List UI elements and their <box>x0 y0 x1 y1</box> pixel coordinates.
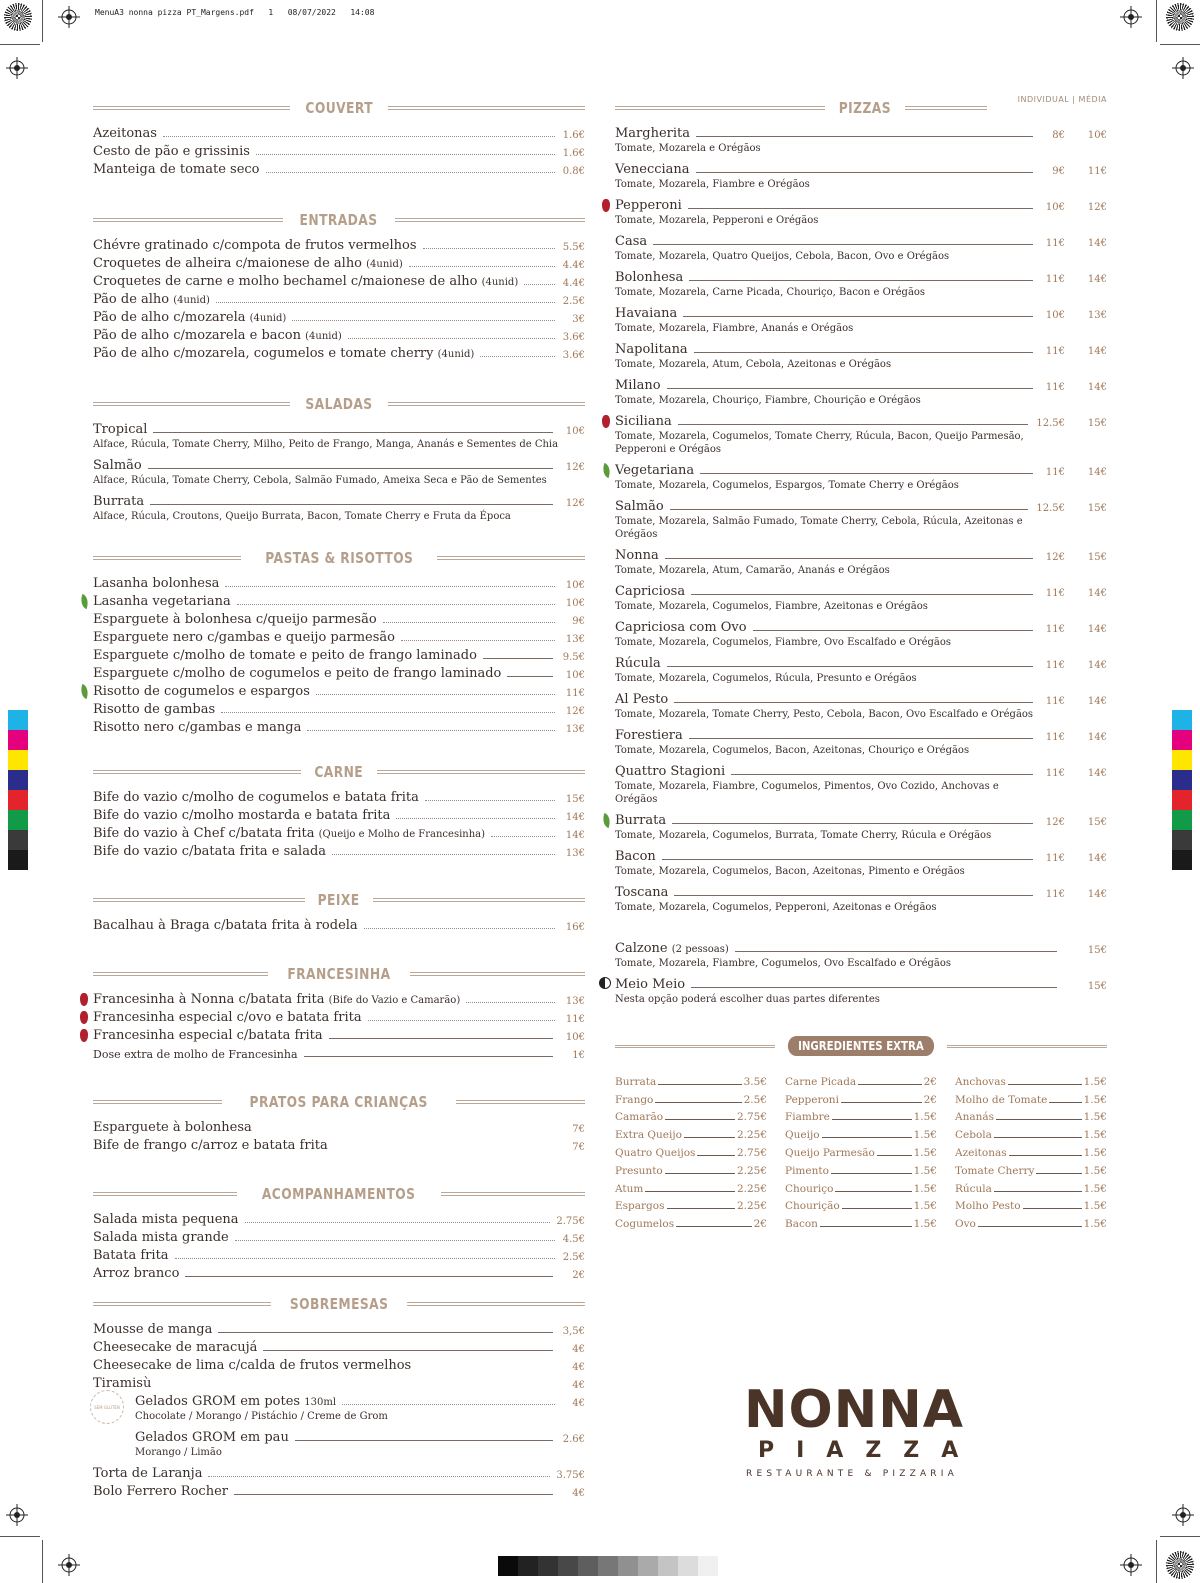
item-description: Tomate, Mozarela, Tomate Cherry, Pesto, Cebola, Bacon, Ovo Escalfado e Orégãos <box>615 709 1034 720</box>
extra-ingredient: Quatro Queijos 2.75€ <box>615 1146 767 1159</box>
price-individual: 11€ <box>1045 732 1065 743</box>
price-individual: 11€ <box>1045 346 1065 357</box>
menu-item: Pão de alho (4unid) 2.5€ <box>93 292 585 307</box>
extras-header <box>615 1036 1107 1056</box>
crop-mark <box>42 1540 43 1583</box>
section-title-francesinha: FRANCESINHA <box>93 965 585 983</box>
extras-column <box>785 1070 937 1230</box>
registration-mark-icon <box>58 1554 80 1576</box>
item-description: Nesta opção poderá escolher duas partes diferentes <box>615 994 880 1005</box>
entradas-list <box>93 235 585 361</box>
extra-ingredient: Queijo 1.5€ <box>785 1129 937 1142</box>
menu-item: Salada mista grande 4.5€ <box>93 1230 585 1245</box>
crop-mark <box>42 0 43 42</box>
saladas-list <box>93 419 585 523</box>
pepper-icon <box>602 415 610 428</box>
pepper-icon <box>80 1011 88 1024</box>
menu-item: Risotto nero c/gambas e manga 13€ <box>93 720 585 735</box>
item-description: Alface, Rúcula, Tomate Cherry, Milho, Peito de Frango, Manga, Ananás e Sementes de Chia <box>93 439 559 450</box>
menu-item: Pão de alho c/mozarela (4unid) 3€ <box>93 310 585 325</box>
section-title-couvert: COUVERT <box>93 99 585 117</box>
section-title-acompanhamentos: ACOMPANHAMENTOS <box>93 1185 585 1203</box>
price-media: 14€ <box>1087 732 1107 743</box>
item-description: Alface, Rúcula, Tomate Cherry, Cebola, Salmão Fumado, Ameixa Seca e Pão de Sementes <box>93 475 547 486</box>
price-individual: 11€ <box>1045 624 1065 635</box>
section-title-pastas: PASTAS & RISOTTOS <box>93 549 585 567</box>
price-media: 14€ <box>1087 889 1107 900</box>
price-media: 13€ <box>1087 310 1107 321</box>
pizza-item: Margherita 8€ 10€ <box>615 126 1107 141</box>
extras-column <box>615 1070 767 1230</box>
crop-mark <box>1160 1536 1200 1537</box>
section-title-saladas: SALADAS <box>93 395 585 413</box>
pizza-item: Pepperoni 10€ 12€ <box>615 195 1107 213</box>
francesinha-list <box>93 989 585 1061</box>
crop-mark <box>0 1536 40 1537</box>
price-individual: 11€ <box>1045 274 1065 285</box>
menu-item: Esparguete c/molho de tomate e peito de frango laminado 9.5€ <box>93 648 585 663</box>
registration-mark-icon <box>58 6 80 28</box>
price-individual: 12.5€ <box>1036 418 1065 429</box>
pizza-item: Havaiana 10€ 13€ <box>615 306 1107 321</box>
extra-ingredient: Pepperoni 2€ <box>785 1093 937 1106</box>
extra-ingredient: Molho de Tomate 1.5€ <box>955 1093 1107 1106</box>
price-individual: 11€ <box>1045 238 1065 249</box>
pizza-item: Nonna 12€ 15€ <box>615 548 1107 563</box>
item-description: Tomate, Mozarela, Atum, Camarão, Ananás e Orégãos <box>615 565 890 576</box>
half-half-icon <box>599 977 611 989</box>
section-title-entradas: ENTRADAS <box>93 211 585 229</box>
item-description: Tomate, Mozarela, Cogumelos, Fiambre, Ovo Escalfado e Orégãos <box>615 637 952 648</box>
pizzas-column <box>615 95 1107 1231</box>
extra-ingredient: Azeitonas 1.5€ <box>955 1146 1107 1159</box>
extra-ingredient: Presunto 2.25€ <box>615 1164 767 1177</box>
pizza-item: Vegetariana 11€ 14€ <box>615 460 1107 478</box>
price-media: 14€ <box>1087 853 1107 864</box>
item-description: Tomate, Mozarela, Cogumelos, Fiambre, Azeitonas e Orégãos <box>615 601 928 612</box>
price-media: 15€ <box>1087 503 1107 514</box>
menu-item: Tiramisù 4€ <box>93 1376 585 1391</box>
menu-item: Gelados GROM em potes 130ml 4€ <box>135 1394 585 1409</box>
price-individual: 11€ <box>1045 660 1065 671</box>
price-media: 10€ <box>1087 130 1107 141</box>
menu-item: Batata frita 2.5€ <box>93 1248 585 1263</box>
extra-ingredient: Atum 2.25€ <box>615 1182 767 1195</box>
registration-mark-icon <box>1120 6 1142 28</box>
color-calibration-bar <box>8 710 28 870</box>
menu-item: Cheesecake de lima c/calda de frutos vermelhos 4€ <box>93 1358 585 1373</box>
menu-item: Tropical 10€ <box>93 422 585 437</box>
extra-ingredient: Fiambre 1.5€ <box>785 1111 937 1124</box>
pizza-item: Burrata 12€ 15€ <box>615 810 1107 828</box>
menu-item: Pão de alho c/mozarela e bacon (4unid) 3.6€ <box>93 328 585 343</box>
item-description: Tomate, Mozarela, Salmão Fumado, Tomate Cherry, Cebola, Rúcula, Azeitonas e Orégãos <box>615 516 1023 540</box>
price-individual: 11€ <box>1045 853 1065 864</box>
price-individual: 11€ <box>1045 889 1065 900</box>
price-media: 15€ <box>1087 817 1107 828</box>
item-description: Tomate, Mozarela, Cogumelos, Rúcula, Presunto e Orégãos <box>615 673 917 684</box>
section-title-criancas: PRATOS PARA CRIANÇAS <box>93 1093 585 1111</box>
pepper-icon <box>80 1029 88 1042</box>
menu-item: Bife do vazio c/molho de cogumelos e batata frita 15€ <box>93 790 585 805</box>
menu-item: Bolo Ferrero Rocher 4€ <box>93 1484 585 1499</box>
registration-starburst-icon <box>1166 1551 1194 1579</box>
item-description: Tomate, Mozarela, Cogumelos, Burrata, Tomate Cherry, Rúcula e Orégãos <box>615 830 992 841</box>
price-individual: 12€ <box>1045 552 1065 563</box>
color-calibration-bar <box>1172 710 1192 870</box>
price-individual: 12.5€ <box>1036 503 1065 514</box>
menu-item-extra: Dose extra de molho de Francesinha 1€ <box>93 1048 585 1061</box>
pizza-item: Napolitana 11€ 14€ <box>615 342 1107 357</box>
pizza-item: Toscana 11€ 14€ <box>615 885 1107 900</box>
menu-item: Arroz branco 2€ <box>93 1266 585 1281</box>
price-media: 14€ <box>1087 696 1107 707</box>
extra-ingredient: Espargos 2.25€ <box>615 1200 767 1213</box>
item-description: Tomate, Mozarela, Atum, Cebola, Azeitonas e Orégãos <box>615 359 892 370</box>
leaf-icon <box>600 463 613 478</box>
crop-mark <box>1160 44 1200 45</box>
menu-item: Bife do vazio c/molho mostarda e batata frita 14€ <box>93 808 585 823</box>
pizza-item: Venecciana 9€ 11€ <box>615 162 1107 177</box>
pizza-list <box>615 123 1107 914</box>
extra-ingredient: Rúcula 1.5€ <box>955 1182 1107 1195</box>
pizza-item: Al Pesto 11€ 14€ <box>615 692 1107 707</box>
registration-mark-icon <box>1120 1554 1142 1576</box>
extra-ingredient: Queijo Parmesão 1.5€ <box>785 1146 937 1159</box>
price-individual: 9€ <box>1052 166 1065 177</box>
price-individual: 10€ <box>1045 310 1065 321</box>
pizza-item: Milano 11€ 14€ <box>615 378 1107 393</box>
pizza-item: Bolonhesa 11€ 14€ <box>615 270 1107 285</box>
menu-item: Mousse de manga 3,5€ <box>93 1322 585 1337</box>
pepper-icon <box>80 993 88 1006</box>
extra-ingredient: Frango 2.5€ <box>615 1093 767 1106</box>
extra-ingredient: Burrata 3.5€ <box>615 1075 767 1088</box>
registration-mark-icon <box>1172 1504 1194 1526</box>
extra-ingredient: Ovo 1.5€ <box>955 1218 1107 1231</box>
menu-item: Chévre gratinado c/compota de frutos vermelhos 5.5€ <box>93 238 585 253</box>
pizza-item: Casa 11€ 14€ <box>615 234 1107 249</box>
menu-item: Croquetes de alheira c/maionese de alho (4unid) 4.4€ <box>93 256 585 271</box>
menu-item: Manteiga de tomate seco 0.8€ <box>93 162 585 177</box>
peixe-list <box>93 915 585 933</box>
sobremesas-list <box>93 1319 585 1499</box>
menu-item: Calzone (2 pessoas) 15€ <box>615 941 1107 956</box>
menu-item: Risotto de cogumelos e espargos 11€ <box>93 681 585 699</box>
extra-ingredient: Chouriço 1.5€ <box>785 1182 937 1195</box>
pastas-list <box>93 573 585 735</box>
price-individual: 10€ <box>1045 202 1065 213</box>
menu-item: Esparguete nero c/gambas e queijo parmesão 13€ <box>93 630 585 645</box>
crop-mark <box>1156 0 1157 42</box>
price-individual: 11€ <box>1045 467 1065 478</box>
price-media: 14€ <box>1087 346 1107 357</box>
section-title-peixe: PEIXE <box>93 891 585 909</box>
price-media: 14€ <box>1087 382 1107 393</box>
price-media: 14€ <box>1087 274 1107 285</box>
price-media: 14€ <box>1087 238 1107 249</box>
menu-item: Cheesecake de maracujá 4€ <box>93 1340 585 1355</box>
menu-item: Bife do vazio c/batata frita e salada 13€ <box>93 844 585 859</box>
price-media: 14€ <box>1087 624 1107 635</box>
leaf-icon <box>78 684 91 699</box>
menu-item: Bife do vazio à Chef c/batata frita (Queijo e Molho de Francesinha) 14€ <box>93 826 585 841</box>
item-description: Morango / Limão <box>135 1447 222 1458</box>
menu-item: Meio Meio 15€ <box>615 974 1107 992</box>
price-individual: 11€ <box>1045 768 1065 779</box>
extras-title: INGREDIENTES EXTRA <box>788 1036 934 1056</box>
logo-line1: NONNA <box>744 1380 965 1440</box>
registration-mark-icon <box>6 57 28 79</box>
extra-ingredient: Camarão 2.75€ <box>615 1111 767 1124</box>
item-description: Tomate, Mozarela, Cogumelos, Bacon, Azeitonas, Chouriço e Orégãos <box>615 745 970 756</box>
registration-mark-icon <box>1172 57 1194 79</box>
left-menu-column <box>93 99 585 1499</box>
pizza-item: Quattro Stagioni 11€ 14€ <box>615 764 1107 779</box>
menu-item: Lasanha bolonhesa 10€ <box>93 576 585 591</box>
item-description: Tomate, Mozarela, Fiambre e Orégãos <box>615 179 810 190</box>
extras-grid <box>615 1070 1107 1230</box>
price-individual: 12€ <box>1045 817 1065 828</box>
item-description: Tomate, Mozarela, Fiambre, Cogumelos, Pimentos, Ovo Cozido, Anchovas e Orégãos <box>615 781 999 805</box>
item-description: Tomate, Mozarela, Cogumelos, Tomate Cherry, Rúcula, Bacon, Queijo Parmesão, Pepperoni e Orégãos <box>615 431 1024 455</box>
price-media: 14€ <box>1087 467 1107 478</box>
item-description: Tomate, Mozarela, Cogumelos, Espargos, Tomate Cherry e Orégãos <box>615 480 959 491</box>
extra-ingredient: Tomate Cherry 1.5€ <box>955 1164 1107 1177</box>
price-media: 14€ <box>1087 588 1107 599</box>
extra-ingredient: Molho Pesto 1.5€ <box>955 1200 1107 1213</box>
item-description: Tomate, Mozarela, Chouriço, Fiambre, Chourição e Orégãos <box>615 395 921 406</box>
menu-item: Pão de alho c/mozarela, cogumelos e tomate cherry (4unid) 3.6€ <box>93 346 585 361</box>
registration-starburst-icon <box>1166 3 1194 31</box>
menu-item: Francesinha especial c/ovo e batata frita 11€ <box>93 1007 585 1025</box>
leaf-icon <box>600 813 613 828</box>
menu-item: Cesto de pão e grissinis 1.6€ <box>93 144 585 159</box>
menu-item: Esparguete à bolonhesa c/queijo parmesão 9€ <box>93 612 585 627</box>
price-media: 14€ <box>1087 660 1107 671</box>
crop-mark <box>1156 1540 1157 1583</box>
menu-item: Salmão 12€ <box>93 458 585 473</box>
price-individual: 11€ <box>1045 382 1065 393</box>
carne-list <box>93 787 585 859</box>
menu-item: Esparguete à bolonhesa 7€ <box>93 1120 585 1135</box>
extra-ingredient: Anchovas 1.5€ <box>955 1075 1107 1088</box>
section-title-pizzas: PIZZAS INDIVIDUAL | MÉDIA <box>615 99 1107 117</box>
extra-ingredient: Extra Queijo 2.25€ <box>615 1129 767 1142</box>
price-individual: 8€ <box>1052 130 1065 141</box>
menu-item: Gelados GROM em pau 2.6€ <box>135 1430 585 1445</box>
logo-line2: PIAZZA <box>758 1438 981 1463</box>
couvert-list <box>93 123 585 177</box>
crop-mark <box>0 44 40 45</box>
item-description: Tomate, Mozarela, Fiambre, Cogumelos, Ovo Escalfado e Orégãos <box>615 958 952 969</box>
extra-ingredient: Bacon 1.5€ <box>785 1218 937 1231</box>
section-title-sobremesas: SOBREMESAS <box>93 1295 585 1313</box>
price-individual: 11€ <box>1045 696 1065 707</box>
print-header: MenuA3 nonna pizza PT_Margens.pdf 1 08/07/2022 14:08 <box>95 8 375 17</box>
price-media: 15€ <box>1087 418 1107 429</box>
item-description: Tomate, Mozarela, Fiambre, Ananás e Orégãos <box>615 323 854 334</box>
menu-item: Croquetes de carne e molho bechamel c/maionese de alho (4unid) 4.4€ <box>93 274 585 289</box>
menu-item: Risotto de gambas 12€ <box>93 702 585 717</box>
menu-item: Francesinha especial c/batata frita 10€ <box>93 1025 585 1043</box>
acompanhamentos-list <box>93 1209 585 1281</box>
logo-line3: RESTAURANTE & PIZZARIA <box>746 1469 958 1479</box>
extra-ingredient: Cogumelos 2€ <box>615 1218 767 1231</box>
menu-item: Bife de frango c/arroz e batata frita 7€ <box>93 1138 585 1153</box>
menu-item: Lasanha vegetariana 10€ <box>93 591 585 609</box>
pizza-item: Forestiera 11€ 14€ <box>615 728 1107 743</box>
price-media: 14€ <box>1087 768 1107 779</box>
item-description: Tomate, Mozarela, Carne Picada, Chouriço, Bacon e Orégãos <box>615 287 926 298</box>
pizza-item: Salmão 12.5€ 15€ <box>615 499 1107 514</box>
menu-item: Azeitonas 1.6€ <box>93 126 585 141</box>
price-individual: 11€ <box>1045 588 1065 599</box>
menu-item: Francesinha à Nonna c/batata frita (Bife do Vazio e Camarão) 13€ <box>93 989 585 1007</box>
size-labels: INDIVIDUAL | MÉDIA <box>1017 95 1107 104</box>
menu-item: Bacalhau à Braga c/batata frita à rodela 16€ <box>93 918 585 933</box>
leaf-icon <box>78 594 91 609</box>
price-media: 11€ <box>1087 166 1107 177</box>
menu-item: Burrata 12€ <box>93 494 585 509</box>
extra-ingredient: Cebola 1.5€ <box>955 1129 1107 1142</box>
section-title-carne: CARNE <box>93 763 585 781</box>
price-media: 15€ <box>1087 552 1107 563</box>
extra-ingredient: Chourição 1.5€ <box>785 1200 937 1213</box>
pizza-item: Siciliana 12.5€ 15€ <box>615 411 1107 429</box>
gluten-free-badge-icon: SEM GLÚTEN <box>90 1390 124 1424</box>
menu-item: Salada mista pequena 2.75€ <box>93 1212 585 1227</box>
item-description: Tomate, Mozarela e Orégãos <box>615 143 761 154</box>
criancas-list <box>93 1117 585 1153</box>
item-description: Tomate, Mozarela, Quatro Queijos, Cebola, Bacon, Ovo e Orégãos <box>615 251 950 262</box>
pizza-item: Bacon 11€ 14€ <box>615 849 1107 864</box>
pepper-icon <box>602 199 610 212</box>
menu-item: Torta de Laranja 3.75€ <box>93 1466 585 1481</box>
item-description: Tomate, Mozarela, Cogumelos, Bacon, Azeitonas, Pimento e Orégãos <box>615 866 965 877</box>
gray-calibration-bar <box>498 1556 718 1576</box>
pizza-item: Capriciosa com Ovo 11€ 14€ <box>615 620 1107 635</box>
restaurant-logo <box>744 1380 981 1479</box>
pizza-item: Capriciosa 11€ 14€ <box>615 584 1107 599</box>
item-description: Chocolate / Morango / Pistáchio / Creme de Grom <box>135 1411 388 1422</box>
price-media: 12€ <box>1087 202 1107 213</box>
extra-ingredient: Pimento 1.5€ <box>785 1164 937 1177</box>
menu-item: Esparguete c/molho de cogumelos e peito de frango laminado 10€ <box>93 666 585 681</box>
item-description: Alface, Rúcula, Croutons, Queijo Burrata, Bacon, Tomate Cherry e Fruta da Época <box>93 511 511 522</box>
item-description: Tomate, Mozarela, Pepperoni e Orégãos <box>615 215 819 226</box>
item-description: Tomate, Mozarela, Cogumelos, Pepperoni, Azeitonas e Orégãos <box>615 902 937 913</box>
extra-ingredient: Carne Picada 2€ <box>785 1075 937 1088</box>
extra-ingredient: Ananás 1.5€ <box>955 1111 1107 1124</box>
registration-mark-icon <box>6 1504 28 1526</box>
registration-starburst-icon <box>4 3 32 31</box>
pizza-item: Rúcula 11€ 14€ <box>615 656 1107 671</box>
extras-column <box>955 1070 1107 1230</box>
